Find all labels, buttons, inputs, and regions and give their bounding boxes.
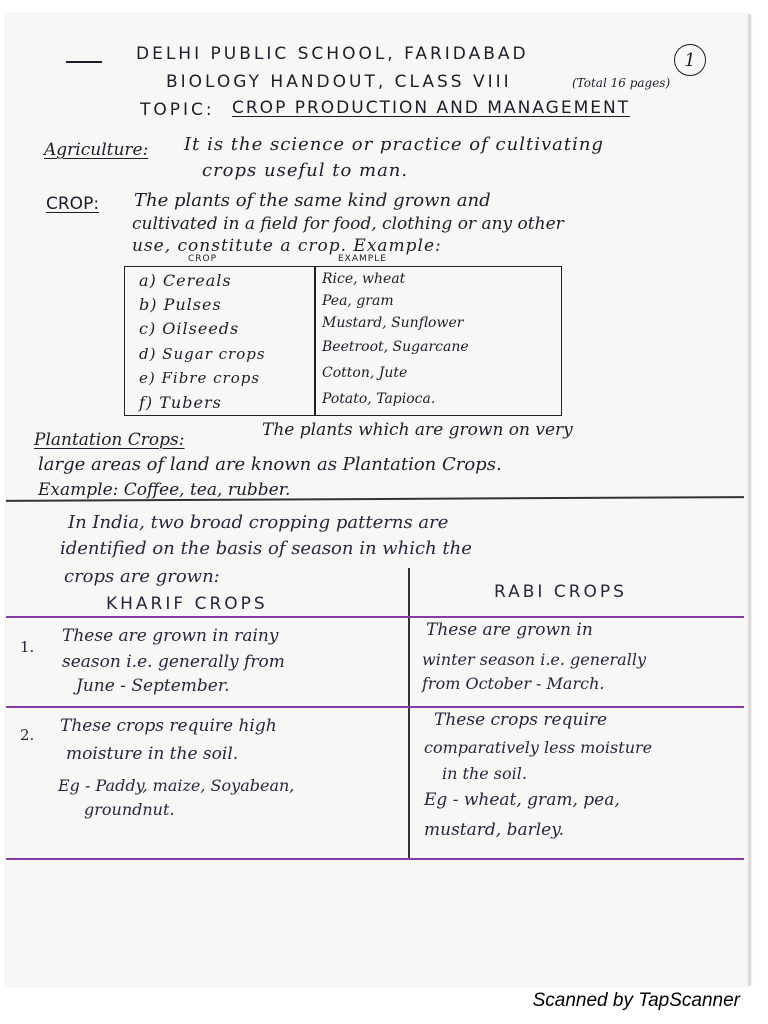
rabi-cell-line: mustard, barley. <box>424 820 564 840</box>
table-cell-crop: a) Cereals <box>139 271 232 290</box>
table-cell-crop: e) Fibre crops <box>139 369 261 387</box>
table-cell-example: Rice, wheat <box>322 271 406 287</box>
handout-title: BIOLOGY HANDOUT, CLASS VIII <box>166 72 512 92</box>
table-cell-example: Potato, Tapioca. <box>322 391 436 407</box>
row-number: 2. <box>20 726 35 744</box>
kharif-cell-line: June - September. <box>76 676 230 696</box>
header-dash <box>66 61 102 63</box>
table-cell-example: Pea, gram <box>322 293 394 309</box>
agriculture-line-2: crops useful to man. <box>202 160 409 181</box>
rabi-header: RABI CROPS <box>494 582 627 602</box>
table-cell-example: Mustard, Sunflower <box>322 315 464 331</box>
kharif-cell-line: These crops require high <box>60 716 277 736</box>
kharif-cell-line: These are grown in rainy <box>62 626 279 646</box>
table-cell-example: Beetroot, Sugarcane <box>322 339 469 355</box>
rabi-cell-line: Eg - wheat, gram, pea, <box>424 790 620 810</box>
season-table-rule <box>6 858 744 860</box>
rabi-cell-line: These are grown in <box>426 620 593 640</box>
season-table-divider <box>408 568 410 858</box>
topic-title: CROP PRODUCTION AND MANAGEMENT <box>232 98 631 118</box>
rabi-cell-line: in the soil. <box>442 764 527 783</box>
crop-term: CROP: <box>46 194 100 214</box>
kharif-cell-line: Eg - Paddy, maize, Soyabean, <box>58 776 295 795</box>
cropping-intro-line-3: crops are grown: <box>64 566 220 587</box>
crop-examples-table <box>124 266 562 416</box>
crop-line-3: use, constitute a crop. Example: <box>132 236 442 256</box>
school-name: DELHI PUBLIC SCHOOL, FARIDABAD <box>136 44 529 64</box>
kharif-cell-line: groundnut. <box>84 800 175 819</box>
table-cell-crop: c) Oilseeds <box>139 319 240 338</box>
rabi-cell-line: These crops require <box>434 710 608 730</box>
plantation-line-1: The plants which are grown on very <box>262 420 573 440</box>
crop-line-2: cultivated in a field for food, clothing or any other <box>132 214 564 234</box>
cropping-intro-line-2: identified on the basis of season in which the <box>60 538 472 559</box>
kharif-cell-line: moisture in the soil. <box>66 744 239 764</box>
plantation-line-2: large areas of land are known as Plantation Crops. <box>38 454 502 475</box>
season-table-rule <box>6 616 744 618</box>
season-table-rule <box>6 706 744 708</box>
scanner-watermark: Scanned by TapScanner <box>532 990 740 1011</box>
rabi-cell-line: comparatively less moisture <box>424 738 653 757</box>
table-divider <box>314 267 316 415</box>
crop-column-header: CROP <box>188 254 218 264</box>
kharif-cell-line: season i.e. generally from <box>62 652 285 672</box>
table-cell-crop: f) Tubers <box>139 393 222 412</box>
crop-line-1: The plants of the same kind grown and <box>134 190 491 211</box>
rabi-cell-line: winter season i.e. generally <box>422 650 646 669</box>
row-number: 1. <box>20 638 35 656</box>
plantation-term: Plantation Crops: <box>34 430 185 450</box>
handout-page <box>6 14 751 986</box>
agriculture-line-1: It is the science or practice of cultivating <box>184 134 604 155</box>
table-cell-crop: d) Sugar crops <box>139 345 266 363</box>
kharif-header: KHARIF CROPS <box>106 594 268 614</box>
page-number: 1 <box>674 44 706 76</box>
topic-label: TOPIC: <box>140 100 215 120</box>
table-cell-example: Cotton, Jute <box>322 365 408 381</box>
table-cell-crop: b) Pulses <box>139 295 222 314</box>
agriculture-term: Agriculture: <box>44 140 149 160</box>
rabi-cell-line: from October - March. <box>422 674 605 693</box>
cropping-intro-line-1: In India, two broad cropping patterns are <box>68 512 449 533</box>
plantation-line-3: Example: Coffee, tea, rubber. <box>38 480 291 500</box>
total-pages: (Total 16 pages) <box>572 76 671 90</box>
example-column-header: EXAMPLE <box>338 254 387 264</box>
